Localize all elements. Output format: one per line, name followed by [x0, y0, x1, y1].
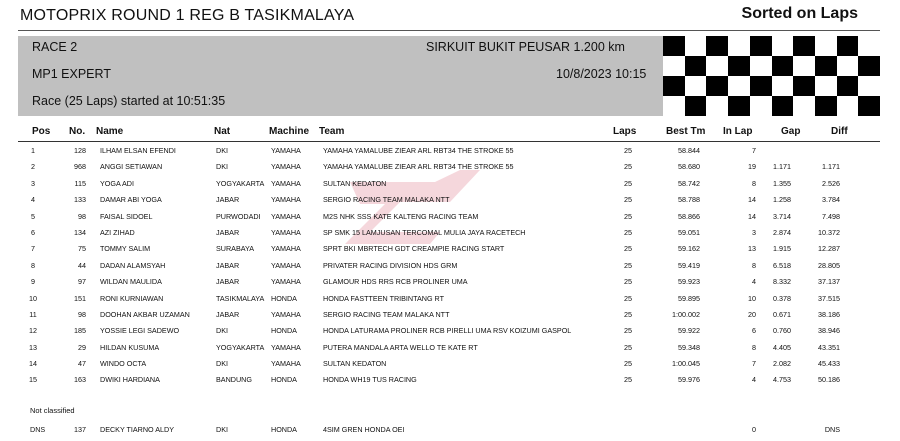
race-class: MP1 EXPERT: [32, 67, 111, 81]
cell-gap: 1.355: [773, 178, 791, 188]
col-header-team: Team: [319, 126, 345, 137]
cell-in-lap: 14: [748, 195, 756, 205]
cell-laps: 25: [624, 227, 632, 237]
cell-pos: 5: [31, 211, 35, 221]
cell-diff: 7.498: [822, 211, 840, 221]
checker-square: [663, 96, 685, 116]
table-row: [18, 142, 880, 158]
col-header-name: Name: [96, 126, 124, 137]
cell-no: 163: [74, 375, 86, 385]
cell-best-time: 1:00.045: [672, 359, 700, 369]
cell-machine: YAMAHA: [271, 211, 301, 221]
cell-machine: HONDA: [271, 326, 297, 336]
cell-best-time: 59.922: [678, 326, 700, 336]
cell-laps: 25: [624, 211, 632, 221]
checker-square: [858, 96, 880, 116]
cell-name: ANGGI SETIAWAN: [100, 162, 163, 172]
checker-square: [858, 56, 880, 76]
checker-square: [685, 56, 707, 76]
report-title: MOTOPRIX ROUND 1 REG B TASIKMALAYA: [20, 7, 355, 24]
cell-diff: 37.515: [818, 293, 840, 303]
cell-no: 29: [78, 342, 86, 352]
cell-name: DECKY TIARNO ALDY: [100, 425, 175, 434]
cell-best-time: 58.788: [678, 195, 700, 205]
cell-pos: 15: [29, 375, 37, 385]
table-row: [18, 339, 880, 355]
cell-in-lap: 7: [752, 146, 756, 155]
checker-square: [815, 36, 837, 56]
checker-square: [772, 56, 794, 76]
cell-nat: JABAR: [216, 227, 240, 237]
cell-in-lap: 4: [752, 277, 756, 287]
cell-name: YOGA ADI: [100, 178, 134, 188]
cell-machine: YAMAHA: [271, 244, 301, 254]
cell-no: 968: [74, 162, 86, 172]
cell-gap: 2.082: [773, 359, 791, 369]
cell-pos: 4: [31, 195, 35, 205]
cell-name: AZI ZIHAD: [100, 227, 135, 237]
not-classified-label: Not classified: [30, 406, 75, 415]
cell-in-lap: 3: [752, 227, 756, 237]
cell-team: SERGIO RACING TEAM MALAKA NTT: [323, 195, 450, 205]
cell-laps: 25: [624, 326, 632, 336]
cell-laps: 25: [624, 244, 632, 254]
checker-square: [815, 56, 837, 76]
checker-square: [706, 56, 728, 76]
cell-team: GLAMOUR HDS RRS RCB PROLINER UMA: [323, 277, 468, 287]
cell-name: YOSSIE LEGI SADEWO: [100, 326, 180, 336]
cell-best-time: 59.348: [678, 342, 700, 352]
cell-best-time: 59.895: [678, 293, 700, 303]
checker-square: [685, 76, 707, 96]
checker-square: [815, 76, 837, 96]
col-header-nat: Nat: [214, 126, 231, 137]
cell-gap: 6.518: [773, 260, 791, 270]
cell-diff: 12.287: [818, 244, 840, 254]
cell-nat: DKI: [216, 162, 228, 172]
cell-nat: JABAR: [216, 309, 240, 319]
checker-square: [837, 96, 859, 116]
checker-square: [793, 96, 815, 116]
checker-square: [793, 56, 815, 76]
cell-team: HONDA FASTTEEN TRIBINTANG RT: [323, 293, 445, 303]
table-row: [18, 306, 880, 322]
cell-name: WILDAN MAULIDA: [100, 277, 162, 287]
cell-laps: 25: [624, 178, 632, 188]
cell-gap: 1.171: [773, 162, 791, 172]
cell-in-lap: 20: [748, 309, 756, 319]
checker-square: [750, 36, 772, 56]
cell-gap: 0.671: [773, 309, 791, 319]
cell-name: DADAN ALAMSYAH: [100, 260, 166, 270]
table-row: [18, 208, 880, 224]
cell-name: DAMAR ABI YOGA: [100, 195, 162, 205]
cell-laps: 25: [624, 146, 632, 155]
checker-square: [728, 56, 750, 76]
col-header-laps: Laps: [613, 126, 637, 137]
cell-team: HONDA WH19 TUS RACING: [323, 375, 417, 385]
cell-machine: YAMAHA: [271, 195, 301, 205]
cell-best-time: 59.419: [678, 260, 700, 270]
checker-square: [663, 36, 685, 56]
cell-diff: 28.805: [818, 260, 840, 270]
cell-laps: 25: [624, 309, 632, 319]
cell-gap: 0.760: [773, 326, 791, 336]
cell-nat: TASIKMALAYA: [216, 293, 265, 303]
table-row: [18, 273, 880, 289]
cell-best-time: 58.866: [678, 211, 700, 221]
table-row: [18, 224, 880, 240]
table-row: [18, 240, 880, 256]
cell-pos: 9: [31, 277, 35, 287]
cell-machine: YAMAHA: [271, 342, 301, 352]
cell-no: 44: [78, 260, 86, 270]
cell-machine: YAMAHA: [271, 162, 301, 172]
cell-no: 151: [74, 293, 86, 303]
cell-no: 134: [74, 227, 86, 237]
cell-team: SP SMK 15 LAMJUSAN TERCOMAL MULIA JAYA RACETECH: [323, 227, 526, 237]
checker-square: [750, 76, 772, 96]
table-row: [18, 191, 880, 207]
cell-nat: YOGYAKARTA: [216, 342, 265, 352]
checker-square: [728, 36, 750, 56]
cell-team: 4SIM GREN HONDA OEI: [323, 425, 405, 434]
cell-nat: PURWODADI: [216, 211, 261, 221]
cell-gap: 2.874: [773, 227, 791, 237]
cell-name: HILDAN KUSUMA: [100, 342, 160, 352]
cell-laps: 25: [624, 342, 632, 352]
cell-name: DOOHAN AKBAR UZAMAN: [100, 309, 190, 319]
cell-gap: 3.714: [773, 211, 791, 221]
cell-pos: 12: [29, 326, 37, 336]
cell-pos: 14: [29, 359, 37, 369]
cell-nat: DKI: [216, 326, 228, 336]
cell-best-time: 59.051: [678, 227, 700, 237]
cell-laps: 25: [624, 293, 632, 303]
race-info-banner: [18, 36, 880, 116]
col-header-machine: Machine: [269, 126, 310, 137]
cell-in-lap: 4: [752, 375, 756, 385]
checker-square: [728, 76, 750, 96]
cell-nat: BANDUNG: [216, 375, 252, 385]
checker-square: [706, 36, 728, 56]
results-table-header: [18, 124, 880, 140]
cell-nat: YOGYAKARTA: [216, 178, 265, 188]
cell-gap: 1.258: [773, 195, 791, 205]
table-row: [18, 290, 880, 306]
cell-machine: YAMAHA: [271, 146, 301, 155]
cell-machine: YAMAHA: [271, 260, 301, 270]
cell-gap: 4.405: [773, 342, 791, 352]
cell-no: 47: [78, 359, 86, 369]
cell-nat: JABAR: [216, 260, 240, 270]
cell-pos: 13: [29, 342, 37, 352]
cell-machine: YAMAHA: [271, 359, 301, 369]
cell-name: DWIKI HARDIANA: [100, 375, 160, 385]
cell-best-time: 59.162: [678, 244, 700, 254]
col-header-pos: Pos: [32, 126, 51, 137]
dns-row: [18, 421, 880, 437]
cell-machine: HONDA: [271, 293, 297, 303]
checker-square: [858, 36, 880, 56]
cell-pos: 11: [29, 309, 37, 319]
cell-pos: 10: [29, 293, 37, 303]
checker-square: [793, 36, 815, 56]
cell-machine: HONDA: [271, 425, 297, 434]
cell-in-lap: 19: [748, 162, 756, 172]
checker-square: [858, 76, 880, 96]
cell-team: YAMAHA YAMALUBE ZIEAR ARL RBT34 THE STROKE 55: [323, 146, 514, 155]
cell-team: PRIVATER RACING DIVISION HDS GRM: [323, 260, 458, 270]
checker-square: [663, 56, 685, 76]
checkered-flag-graphic: [663, 36, 880, 116]
sort-label: Sorted on Laps: [741, 5, 858, 22]
cell-team: M2S NHK SSS KATE KALTENG RACING TEAM: [323, 211, 479, 221]
cell-no: 97: [78, 277, 86, 287]
cell-laps: 25: [624, 277, 632, 287]
cell-best-time: 58.844: [678, 146, 700, 155]
cell-name: ILHAM ELSAN EFENDI: [100, 146, 176, 155]
cell-diff: 2.526: [822, 178, 840, 188]
cell-gap: 8.332: [773, 277, 791, 287]
cell-name: FAISAL SIDOEL: [100, 211, 153, 221]
cell-best-time: 59.923: [678, 277, 700, 287]
cell-in-lap: 13: [748, 244, 756, 254]
cell-diff: 38.946: [818, 326, 840, 336]
race-name: RACE 2: [32, 40, 78, 54]
cell-no: 98: [78, 309, 86, 319]
col-header-diff: Diff: [831, 126, 848, 137]
cell-machine: YAMAHA: [271, 309, 301, 319]
checker-square: [663, 76, 685, 96]
checker-square: [837, 36, 859, 56]
cell-in-lap: 14: [748, 211, 756, 221]
cell-team: SPRT BKI MBRTECH GDT CREAMPIE RACING START: [323, 244, 505, 254]
cell-diff: DNS: [824, 425, 840, 434]
cell-diff: 1.171: [822, 162, 840, 172]
cell-laps: 25: [624, 375, 632, 385]
cell-best-time: 1:00.002: [672, 309, 700, 319]
cell-team: PUTERA MANDALA ARTA WELLO TE KATE RT: [323, 342, 478, 352]
cell-diff: 37.137: [818, 277, 840, 287]
cell-in-lap: 6: [752, 326, 756, 336]
cell-nat: JABAR: [216, 277, 240, 287]
table-row: [18, 158, 880, 174]
checker-square: [685, 96, 707, 116]
cell-in-lap: 8: [752, 178, 756, 188]
cell-in-lap: 8: [752, 260, 756, 270]
cell-no: 98: [78, 211, 86, 221]
col-header-gap: Gap: [781, 126, 801, 137]
title-divider: [18, 30, 880, 31]
cell-gap: 1.915: [773, 244, 791, 254]
table-row: [18, 355, 880, 371]
cell-diff: 43.351: [818, 342, 840, 352]
checker-square: [793, 76, 815, 96]
table-row: [18, 371, 880, 387]
cell-in-lap: 10: [748, 293, 756, 303]
cell-laps: 25: [624, 162, 632, 172]
cell-no: 128: [74, 146, 86, 155]
cell-nat: JABAR: [216, 195, 240, 205]
circuit-name: SIRKUIT BUKIT PEUSAR 1.200 km: [426, 40, 625, 54]
checker-square: [772, 96, 794, 116]
cell-name: RONI KURNIAWAN: [100, 293, 164, 303]
cell-laps: 25: [624, 260, 632, 270]
col-header-no: No.: [69, 126, 86, 137]
race-datetime: 10/8/2023 10:15: [556, 67, 647, 81]
cell-pos: 8: [31, 260, 35, 270]
cell-nat: DKI: [216, 146, 228, 155]
checker-square: [772, 36, 794, 56]
cell-team: SULTAN KEDATON: [323, 178, 387, 188]
col-header-best-time: Best Tm: [666, 126, 706, 137]
checker-square: [685, 36, 707, 56]
cell-best-time: 58.680: [678, 162, 700, 172]
cell-pos: 6: [31, 227, 35, 237]
table-row: [18, 322, 880, 338]
cell-diff: 45.433: [818, 359, 840, 369]
cell-team: SERGIO RACING TEAM MALAKA NTT: [323, 309, 450, 319]
cell-team: HONDA LATURAMA PROLINER RCB PIRELLI UMA RSV KOIZUMI GASPOL: [323, 326, 572, 336]
checker-square: [815, 96, 837, 116]
table-row: [18, 175, 880, 191]
cell-nat: DKI: [216, 359, 228, 369]
cell-no: 185: [74, 326, 86, 336]
cell-machine: YAMAHA: [271, 277, 301, 287]
cell-gap: 0.378: [773, 293, 791, 303]
cell-in-lap: 0: [752, 425, 756, 434]
cell-best-time: 59.976: [678, 375, 700, 385]
cell-team: SULTAN KEDATON: [323, 359, 387, 369]
cell-no: 115: [74, 178, 86, 188]
cell-laps: 25: [624, 359, 632, 369]
cell-best-time: 58.742: [678, 178, 700, 188]
cell-machine: YAMAHA: [271, 178, 301, 188]
checker-square: [728, 96, 750, 116]
cell-no: 133: [74, 195, 86, 205]
cell-no: 75: [78, 244, 86, 254]
checker-square: [706, 76, 728, 96]
cell-nat: DKI: [216, 425, 228, 434]
checker-square: [706, 96, 728, 116]
table-row: [18, 257, 880, 273]
checker-square: [750, 96, 772, 116]
cell-nat: SURABAYA: [216, 244, 255, 254]
results-table-body: [18, 142, 880, 388]
cell-name: WINDO OCTA: [100, 359, 147, 369]
cell-diff: 38.186: [818, 309, 840, 319]
cell-machine: YAMAHA: [271, 227, 301, 237]
cell-pos: 2: [31, 162, 35, 172]
cell-diff: 3.784: [822, 195, 840, 205]
cell-diff: 10.372: [818, 227, 840, 237]
checker-square: [837, 56, 859, 76]
cell-machine: HONDA: [271, 375, 297, 385]
cell-pos: 1: [31, 146, 35, 155]
cell-diff: 50.186: [818, 375, 840, 385]
cell-in-lap: 7: [752, 359, 756, 369]
cell-team: YAMAHA YAMALUBE ZIEAR ARL RBT34 THE STROKE 55: [323, 162, 514, 172]
cell-name: TOMMY SALIM: [100, 244, 151, 254]
cell-gap: 4.753: [773, 375, 791, 385]
checker-square: [750, 56, 772, 76]
race-start-info: Race (25 Laps) started at 10:51:35: [32, 94, 226, 108]
col-header-in-lap: In Lap: [723, 126, 753, 137]
cell-laps: 25: [624, 195, 632, 205]
cell-no: 137: [74, 425, 86, 434]
cell-pos: 7: [31, 244, 35, 254]
cell-pos: 3: [31, 178, 35, 188]
checker-square: [837, 76, 859, 96]
checker-square: [772, 76, 794, 96]
cell-in-lap: 8: [752, 342, 756, 352]
cell-pos: DNS: [30, 425, 46, 434]
